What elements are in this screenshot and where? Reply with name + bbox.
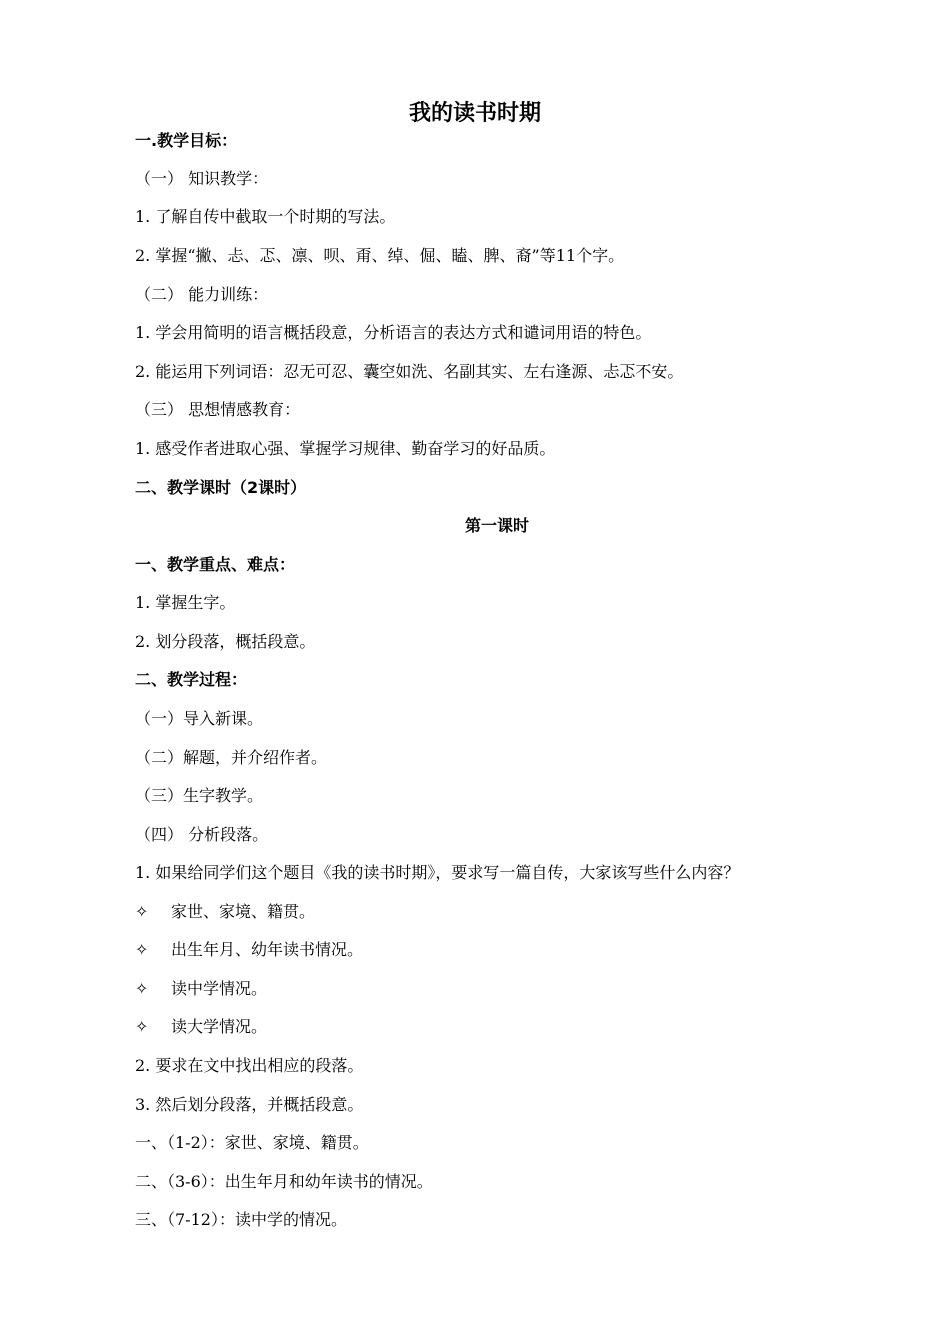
text-line: 1. 学会用简明的语言概括段意，分析语言的表达方式和谴词用语的特色。 <box>135 323 652 342</box>
heading-key-points: 一、教学重点、难点： <box>135 555 296 574</box>
bullet-item: ✧ 读中学情况。 <box>135 979 268 998</box>
document-title: 我的读书时期 <box>408 101 541 126</box>
text-line: 2. 要求在文中找出相应的段落。 <box>135 1056 364 1075</box>
text-line: （一）导入新课。 <box>135 709 264 728</box>
heading-teaching-process: 二、教学过程： <box>135 670 248 689</box>
star-bullet-icon: ✧ <box>135 1017 149 1036</box>
text-line: 1. 了解自传中截取一个时期的写法。 <box>135 207 396 226</box>
heading-teaching-goals: 一.教学目标： <box>135 131 238 150</box>
text-line: 二、（3-6）：出生年月和幼年读书的情况。 <box>135 1172 433 1191</box>
text-line: 1. 掌握生字。 <box>135 593 236 612</box>
star-bullet-icon: ✧ <box>135 979 149 998</box>
text-line: 1. 感受作者进取心强、掌握学习规律、勤奋学习的好品质。 <box>135 439 556 458</box>
text-line: 三、（7-12）：读中学的情况。 <box>135 1210 347 1229</box>
text-line: （四） 分析段落。 <box>135 825 269 844</box>
subheading-knowledge: （一） 知识教学： <box>135 169 269 188</box>
text-line: （二）解题，并介绍作者。 <box>135 748 328 767</box>
text-line: 2. 能运用下列词语：忍无可忍、囊空如洗、名副其实、左右逢源、忐忑不安。 <box>135 362 684 381</box>
subheading-ability: （二） 能力训练： <box>135 285 269 304</box>
text-line: 2. 掌握“撇、忐、忑、凛、呗、甭、绰、倔、瞌、脾、裔”等11个字。 <box>135 246 625 265</box>
text-line: 3. 然后划分段落，并概括段意。 <box>135 1095 364 1114</box>
text-line: 2. 划分段落，概括段意。 <box>135 632 316 651</box>
subheading-emotion: （三） 思想情感教育： <box>135 400 301 419</box>
text-line: （三）生字教学。 <box>135 786 264 805</box>
text-line: 一、（1-2）：家世、家境、籍贯。 <box>135 1133 369 1152</box>
bullet-item: ✧ 出生年月、幼年读书情况。 <box>135 940 364 959</box>
heading-first-lesson: 第一课时 <box>464 516 529 535</box>
bullet-item: ✧ 读大学情况。 <box>135 1017 268 1036</box>
heading-class-hours: 二、教学课时（2课时） <box>135 478 307 497</box>
star-bullet-icon: ✧ <box>135 940 149 959</box>
star-bullet-icon: ✧ <box>135 902 149 921</box>
text-line: 1. 如果给同学们这个题目《我的读书时期》，要求写一篇自传，大家该写些什么内容？ <box>135 863 740 882</box>
bullet-item: ✧ 家世、家境、籍贯。 <box>135 902 316 921</box>
